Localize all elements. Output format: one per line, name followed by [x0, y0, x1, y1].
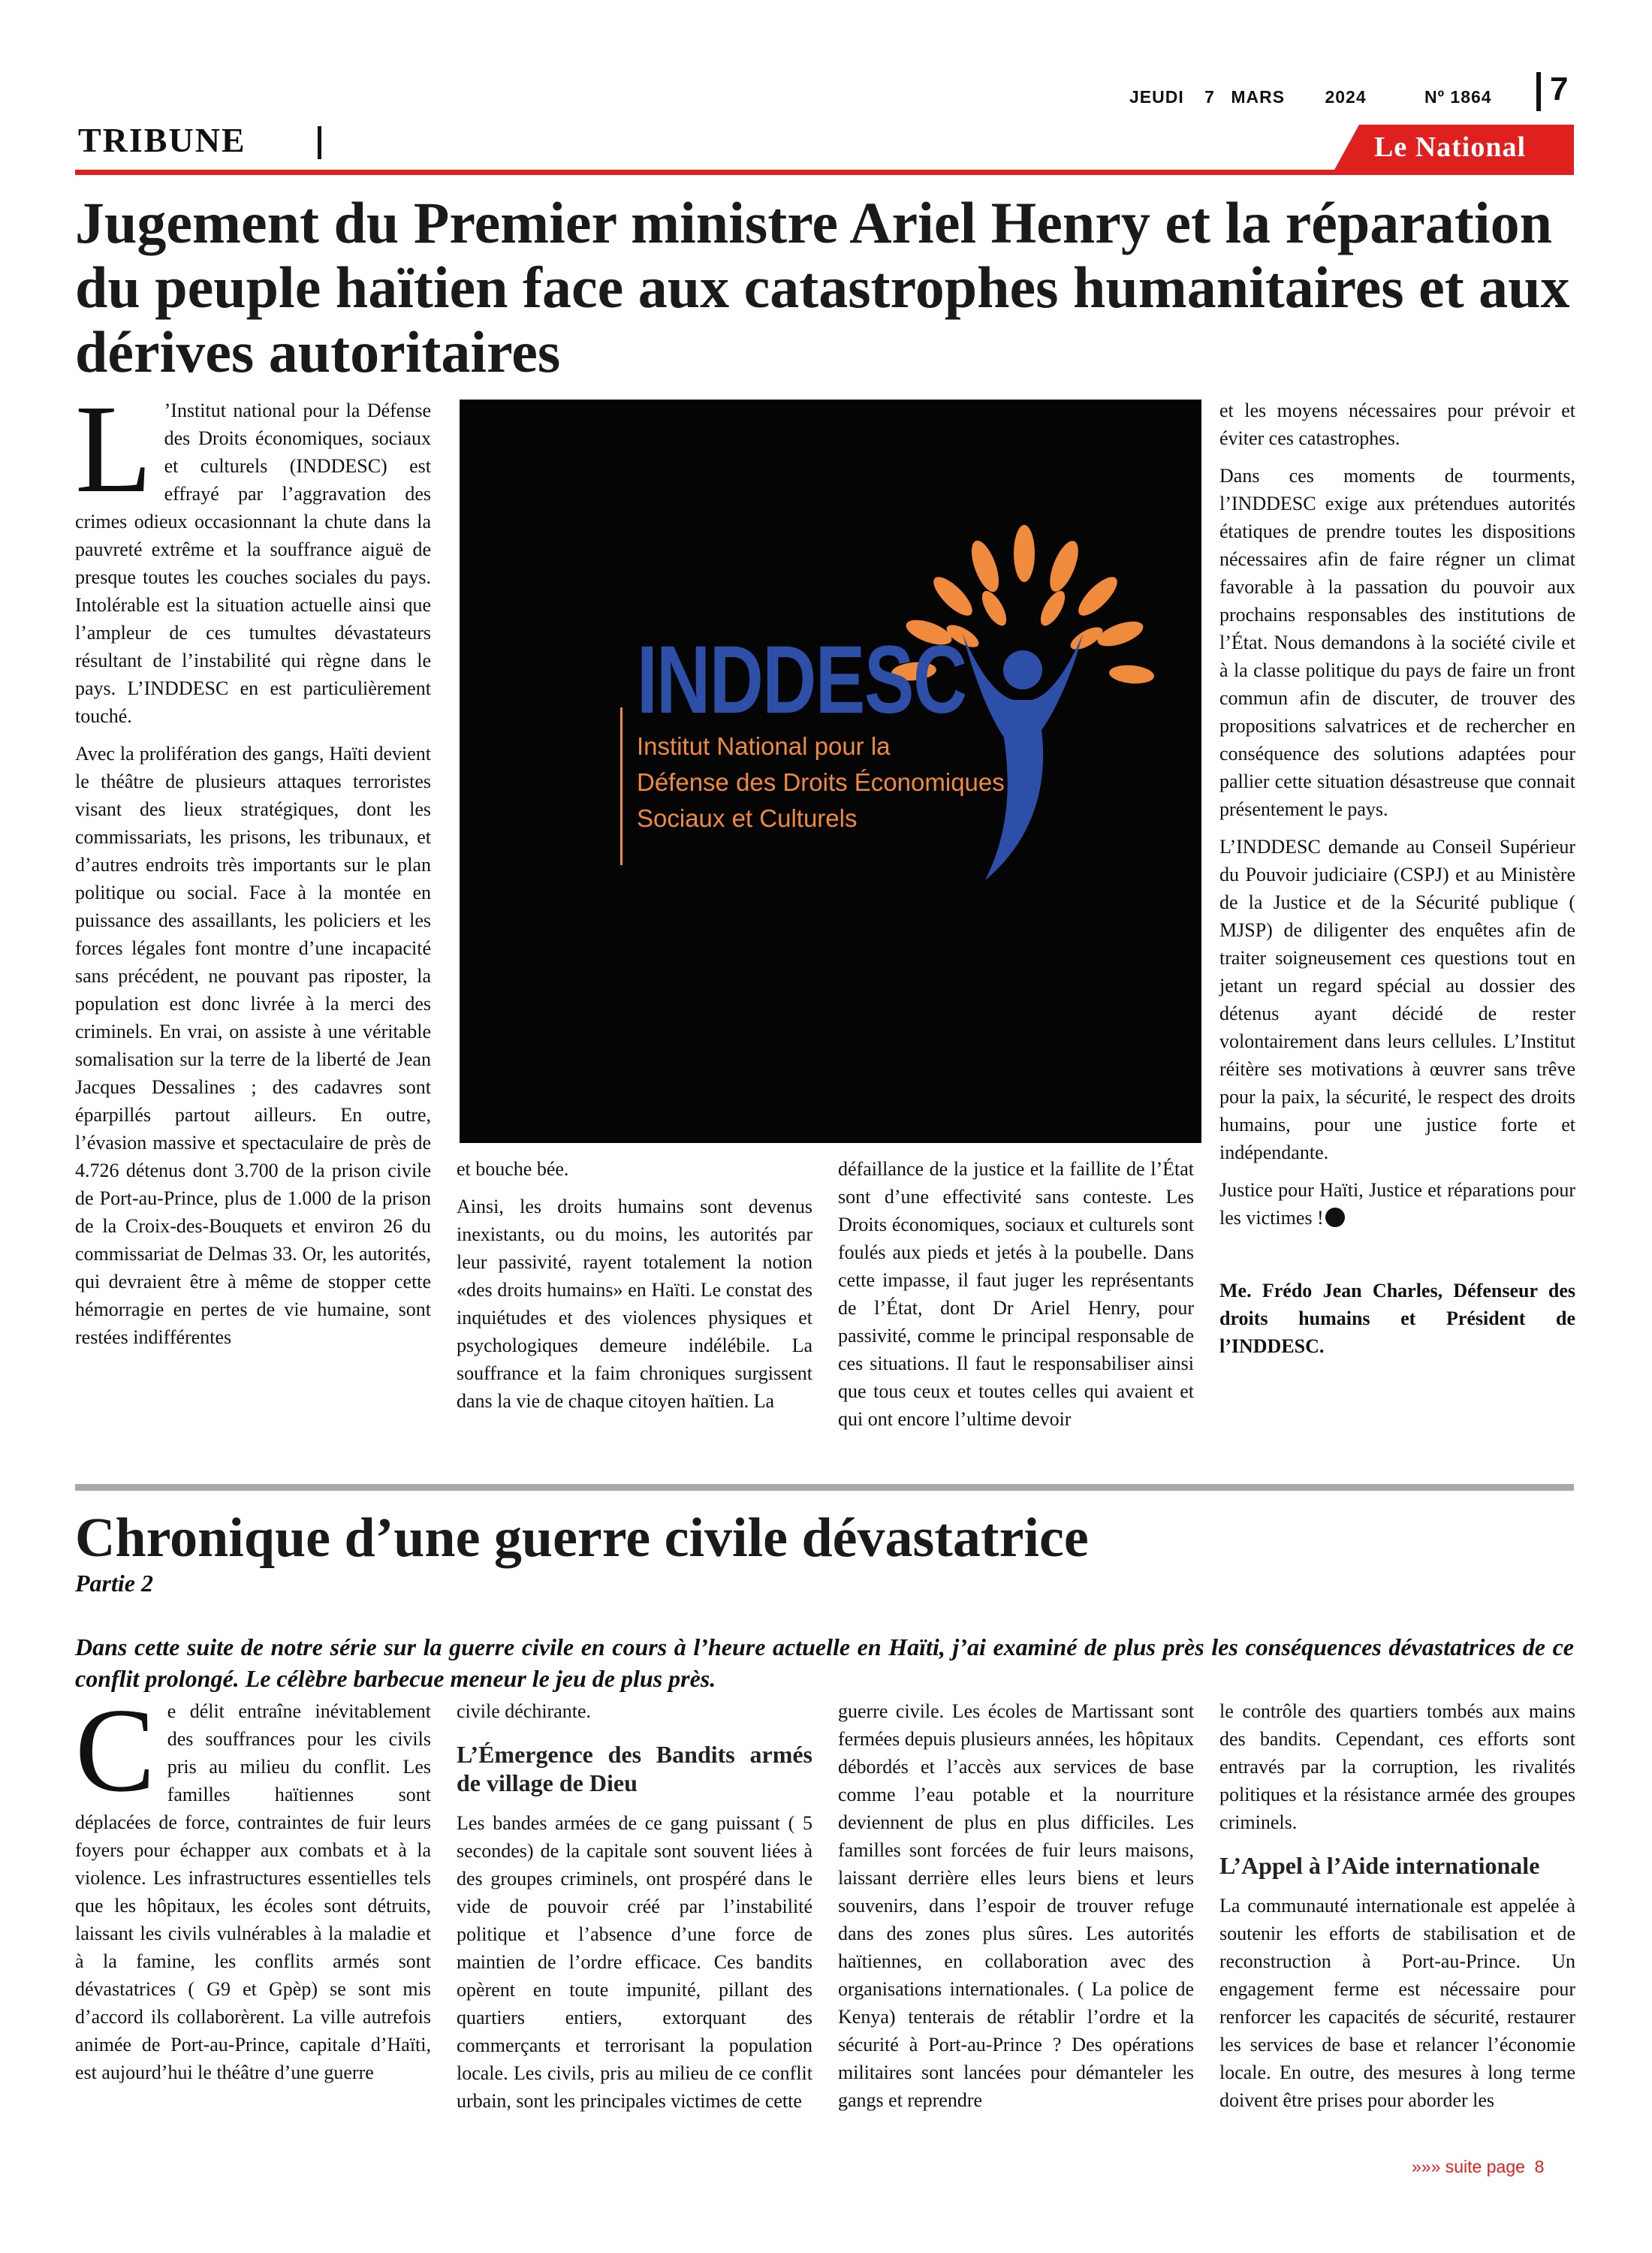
issue-date: 7	[1204, 87, 1215, 107]
logo-line-3: Sociaux et Culturels	[637, 804, 858, 832]
drop-cap: L	[75, 379, 152, 519]
article-column-1	[75, 1683, 431, 2096]
article-paragraph: Ainsi, les droits humains sont devenus inexistants, ou du moins, les autorités par leur passivité, rayent totalement la notion «des droits humains» en Haïti. Le constat des inquiétudes et des violences physiques et psychologiques demeure indélébile. La souffrance et la faim chroniques surgissent dans la vie de chaque citoyen haïtien. La	[457, 1196, 812, 1412]
article-paragraph: et bouche bée.	[457, 1158, 569, 1180]
article-paragraph: le contrôle des quartiers tombés aux mains des bandits. Cependant, ces efforts sont entravés par la corruption, les rivalités politiques et la résistance armée des groupes criminels.	[1219, 1700, 1575, 1833]
section-label: TRIBUNE	[78, 121, 246, 159]
issue-number: Nº 1864	[1424, 87, 1492, 107]
section-subheading: L’Émergence des Bandits armés de village de Dieu	[457, 1741, 812, 1796]
end-mark-icon	[1325, 1208, 1345, 1227]
continuation-link[interactable]: »»» suite page 8	[1412, 2157, 1545, 2176]
issue-day: JEUDI	[1129, 87, 1184, 107]
article-column-4	[1219, 397, 1575, 1370]
issue-month: MARS	[1231, 87, 1286, 107]
article-paragraph: et les moyens nécessaires pour prévoir et éviter ces catastrophes.	[1219, 400, 1575, 449]
article-paragraph: Ce délit entraîne inévitablement des souffrances pour les civils pris au milieu du conflit. Les familles haïtiennes sont déplacées de force, contraintes de fuir leurs foyers pour échapper aux combats et à la violence. Les infrastructures essentielles tels que les hôpitaux, les écoles sont détruits, laissant les civils vulnérables à la maladie et à la famine, les conflits armés sont dévastatrices ( G9 et Gpèp) se sont mis d’accord ils collaborèrent. La ville autrefois animée de Port-au-Prince, capitale d’Haïti, est aujourd’hui le théâtre d’une guerre	[75, 1683, 431, 2083]
article-paragraph: défaillance de la justice et la faillite de l’État sont d’une effectivité sans conteste. Les Droits économiques, sociaux et culturels sont foulés aux pieds et jetés à la poubelle. Dans cette impasse, il faut juger les représentants de l’État, dont Dr Ariel Henry, pour passivité, comme le principal responsable de ces situations. Il faut le responsabiliser ainsi que tous ceux et toutes celles qui avaient et qui ont encore l’ultime devoir	[838, 1158, 1194, 1430]
logo-acronym: INDDESC	[637, 626, 966, 734]
logo-line-1: Institut National pour la	[637, 732, 891, 760]
article-separator	[75, 1484, 1574, 1491]
logo-subtitle	[637, 728, 1005, 837]
issue-info	[1129, 87, 1492, 107]
issue-year: 2024	[1325, 87, 1367, 107]
page-number-divider	[1536, 72, 1541, 111]
brand-name: Le National	[1374, 131, 1527, 163]
page-number: 7	[1550, 71, 1569, 107]
article-column-2	[457, 1697, 812, 2125]
section-subheading: L’Appel à l’Aide internationale	[1219, 1852, 1540, 1879]
article-paragraph: L ’Institut national pour la Défense des Droits économiques, sociaux et culturels (INDDESC) est effrayé par l’aggravation des crimes odieux occasionnant la chute dans la pauvreté extrême et la souffrance aiguë de presque toutes les couches sociales du pays. Intolérable est la situation actuelle ainsi que l’ampleur de ces tumultes dévastateurs résultant de l’instabilité qui règne dans le pays. L’INDDESC en est particulièrement touché.	[75, 379, 431, 727]
article-title: Chronique d’une guerre civile dévastatrice	[75, 1507, 1089, 1569]
author-signature: Me. Frédo Jean Charles, Défenseur des droits humains et Président de l’INDDESC.	[1219, 1280, 1575, 1357]
article-paragraph: guerre civile. Les écoles de Martissant sont fermées depuis plusieurs années, les hôpitaux débordés et l’accès aux services de base comme l’eau potable et la nourriture deviennent de plus en plus difficiles. Les familles sont forcées de fuir leurs maisons, laissant derrière elles leurs biens et leurs souvenirs, dans l’espoir de trouver refuge dans des zones plus sûres. Les autorités haïtiennes, en collaboration avec des organisations internationales. ( La police de Kenya) tenterais de rétablir l’ordre et la sécurité à Port-au-Prince ? Des opérations militaires sont lancées pour démanteler les gangs et reprendre	[838, 1700, 1194, 2111]
article-paragraph: Justice pour Haïti, Justice et réparations pour les victimes !	[1219, 1179, 1575, 1229]
logo-line-2: Défense des Droits Économiques	[637, 768, 1005, 796]
article-paragraph: L’INDDESC demande au Conseil Supérieur du Pouvoir judiciaire (CSPJ) et au Ministère de la Justice et de la Sécurité publique ( MJSP) de diligenter des enquêtes afin de traiter soigneusement ces questions tout en jetant un regard spécial au dossier des détenus ayant décidé de rester volontairement dans leurs cellules. L’Institut réitère ses motivations à œuvrer sans trêve pour la paix, la sécurité, le respect des droits humains, pour une justice forte et indépendante.	[1219, 836, 1575, 1163]
article-part-label: Partie 2	[75, 1570, 153, 1597]
article-paragraph: Avec la prolifération des gangs, Haïti devient le théâtre de plusieurs attaques terroristes visant des lieux stratégiques, dont les commissariats, les prisons, les tribunaux, et d’autres endroits très importants sur le plan politique ou social. Face à la montée en puissance des assaillants, les policiers et les forces légales font montre d’une incapacité sans précédent, ne pouvant pas riposter, la population est donc livrée à la merci des criminels. En vrai, on assiste à une véritable somalisation sur la terre de la liberté de Jean Jacques Dessalines ; des cadavres sont éparpillés partout ailleurs. En outre, l’évasion massive et spectaculaire de près de 4.726 détenus dont 3.700 de la prison civile de Port-au-Prince, plus de 1.000 de la prison de la Croix-des-Bouquets et environ 26 du commissariat de Delmas 33. Or, les autorités, qui devraient être à même de stopper cette hémorragie en pertes de vie humaine, sont restées indifférentes	[75, 743, 431, 1348]
article-paragraph: Dans ces moments de tourments, l’INDDESC exige aux prétendues autorités étatiques de prendre toutes les dispositions nécessaires afin de faire régner un climat favorable à la passation du pouvoir aux prochains responsables des institutions de l’État. Nous demandons à la société civile et à la classe politique du pays de faire un front commun afin de discuter, de trouver des propositions salvatrices et de rechercher en conséquence des solutions adaptées pour pallier cette situation désastreuse que connait présentement le pays.	[1219, 465, 1575, 820]
header-rule	[75, 170, 1574, 175]
drop-cap: C	[75, 1683, 155, 1817]
article-column-1	[75, 379, 431, 1361]
article-column-3	[838, 1697, 1194, 2124]
article-lead: Dans cette suite de notre série sur la guerre civile en cours à l’heure actuelle en Haïti, j’ai examiné de plus près les conséquences dévastatrices de ce conflit prolongé. Le célèbre barbecue meneur le jeu de plus près.	[75, 1633, 1574, 1692]
article-paragraph: La communauté internationale est appelée à soutenir les efforts de stabilisation et de reconstruction à Port-au-Prince. Un engagement ferme est nécessaire pour renforcer les capacités de sécurité, restaurer les services de base et relancer l’économie locale. En outre, des mesures à long terme doivent être prises pour aborder les	[1219, 1895, 1575, 2111]
article-column-3	[838, 1155, 1194, 1443]
article-column-2	[457, 1155, 812, 1425]
section-divider	[318, 126, 321, 159]
article-paragraph: civile déchirante.	[457, 1700, 592, 1722]
article-column-4	[1219, 1697, 1575, 2124]
inddesc-logo-image	[460, 400, 1201, 1143]
article-paragraph: Les bandes armées de ce gang puissant ( 5 secondes) de la capitale sont souvent liées à des groupes criminels, ont prospéré dans le vide de pouvoir créé par l’instabilité politique et l’absence d’une force de maintien de l’ordre efficace. Ces bandits opèrent en toute impunité, pillant des quartiers entiers, extorquant des commerçants et terrorisant la population locale. Les civils, pris au milieu de ce conflit urbain, sont les principales victimes de cette	[457, 1812, 812, 2112]
article-title: Jugement du Premier ministre Ariel Henry et la réparation du peuple haïtien face aux catastrophes humanitaires et aux dérives autoritaires	[75, 190, 1570, 385]
